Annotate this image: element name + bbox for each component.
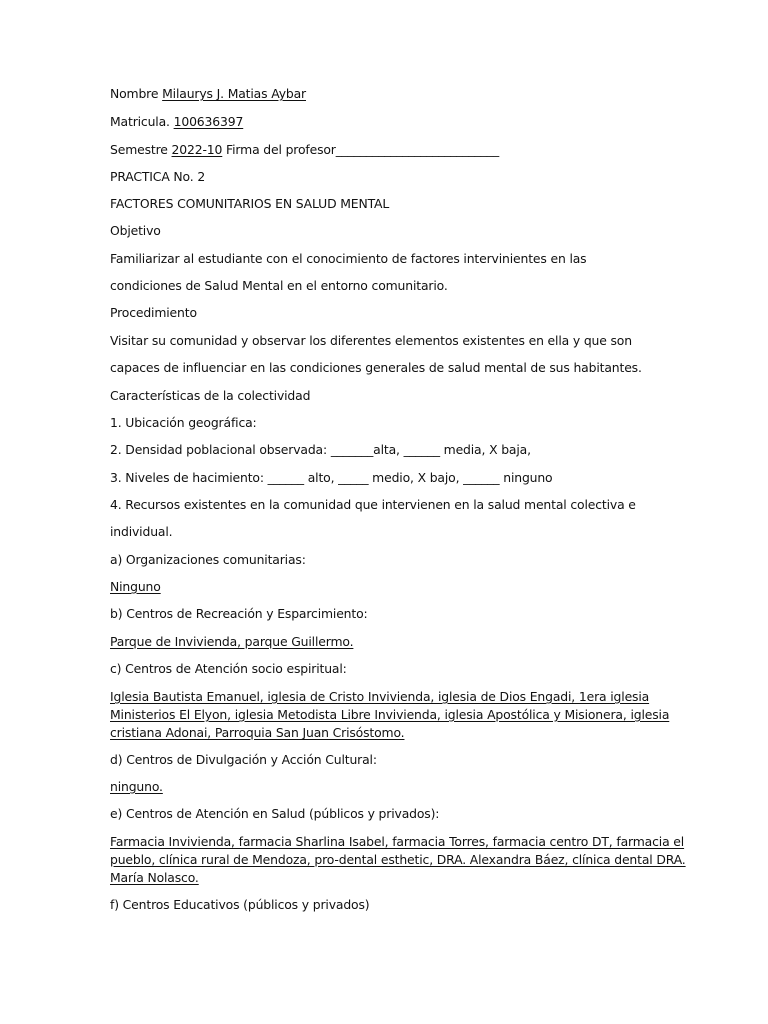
section-c-answer-1: Iglesia Bautista Emanuel, iglesia de Cristo Invivienda, iglesia de Dios Engadi, 1era iglesia xyxy=(110,689,650,704)
procedimiento-line-1: Visitar su comunidad y observar los diferentes elementos existentes en ella y que son xyxy=(110,333,632,348)
section-d-label: d) Centros de Divulgación y Acción Cultural: xyxy=(110,752,377,767)
section-a-answer: Ninguno xyxy=(110,579,161,594)
section-e-answer-2: pueblo, clínica rural de Mendoza, pro-dental esthetic, DRA. Alexandra Báez, clínica dental DRA. xyxy=(110,852,686,867)
item-recursos-line-2: individual. xyxy=(110,524,173,539)
document-title: FACTORES COMUNITARIOS EN SALUD MENTAL xyxy=(110,196,390,211)
practica-number: PRACTICA No. 2 xyxy=(110,169,206,184)
section-e-label: e) Centros de Atención en Salud (públicos y privados): xyxy=(110,806,440,821)
nombre-value: Milaurys J. Matias Aybar xyxy=(162,86,306,101)
objetivo-line-1: Familiarizar al estudiante con el conocimiento de factores intervinientes en las xyxy=(110,251,587,266)
firma-label: Firma del profesor xyxy=(222,142,336,157)
section-b-label: b) Centros de Recreación y Esparcimiento: xyxy=(110,606,368,621)
section-b-answer: Parque de Invivienda, parque Guillermo. xyxy=(110,634,354,649)
item-hacimiento: 3. Niveles de hacimiento: ______ alto, _____ medio, X bajo, ______ ninguno xyxy=(110,470,553,485)
section-c-label: c) Centros de Atención socio espiritual: xyxy=(110,661,347,676)
semestre-line xyxy=(110,141,499,158)
item-recursos-line-1: 4. Recursos existentes en la comunidad que intervienen en la salud mental colectiva e xyxy=(110,497,636,512)
nombre-label: Nombre xyxy=(110,86,163,101)
item-ubicacion: 1. Ubicación geográfica: xyxy=(110,415,257,430)
semestre-label: Semestre xyxy=(110,142,172,157)
section-a-label: a) Organizaciones comunitarias: xyxy=(110,552,306,567)
nombre-line xyxy=(110,85,306,102)
procedimiento-line-2: capaces de influenciar en las condiciones generales de salud mental de sus habitantes. xyxy=(110,360,642,375)
matricula-value: 100636397 xyxy=(173,114,244,129)
objetivo-line-2: condiciones de Salud Mental en el entorno comunitario. xyxy=(110,278,448,293)
section-c-answer-2: Ministerios El Elyon, iglesia Metodista Libre Invivienda, iglesia Apostólica y Misionera, iglesia xyxy=(110,707,670,722)
section-d-answer: ninguno. xyxy=(110,779,163,794)
section-c-answer-3: cristiana Adonai, Parroquia San Juan Crisóstomo. xyxy=(110,725,405,740)
matricula-label: Matricula. xyxy=(110,114,174,129)
matricula-line xyxy=(110,113,243,130)
section-f-label: f) Centros Educativos (públicos y privados) xyxy=(110,897,370,912)
section-e-answer-3: María Nolasco. xyxy=(110,870,199,885)
item-densidad: 2. Densidad poblacional observada: _______alta, ______ media, X baja, xyxy=(110,442,531,457)
firma-blank: ___________________________ xyxy=(335,142,499,157)
section-e-answer-1: Farmacia Invivienda, farmacia Sharlina Isabel, farmacia Torres, farmacia centro DT, farmacia el xyxy=(110,834,685,849)
procedimiento-heading: Procedimiento xyxy=(110,305,197,320)
semestre-value: 2022-10 xyxy=(171,142,223,157)
caracteristicas-heading: Características de la colectividad xyxy=(110,388,311,403)
objetivo-heading: Objetivo xyxy=(110,223,161,238)
